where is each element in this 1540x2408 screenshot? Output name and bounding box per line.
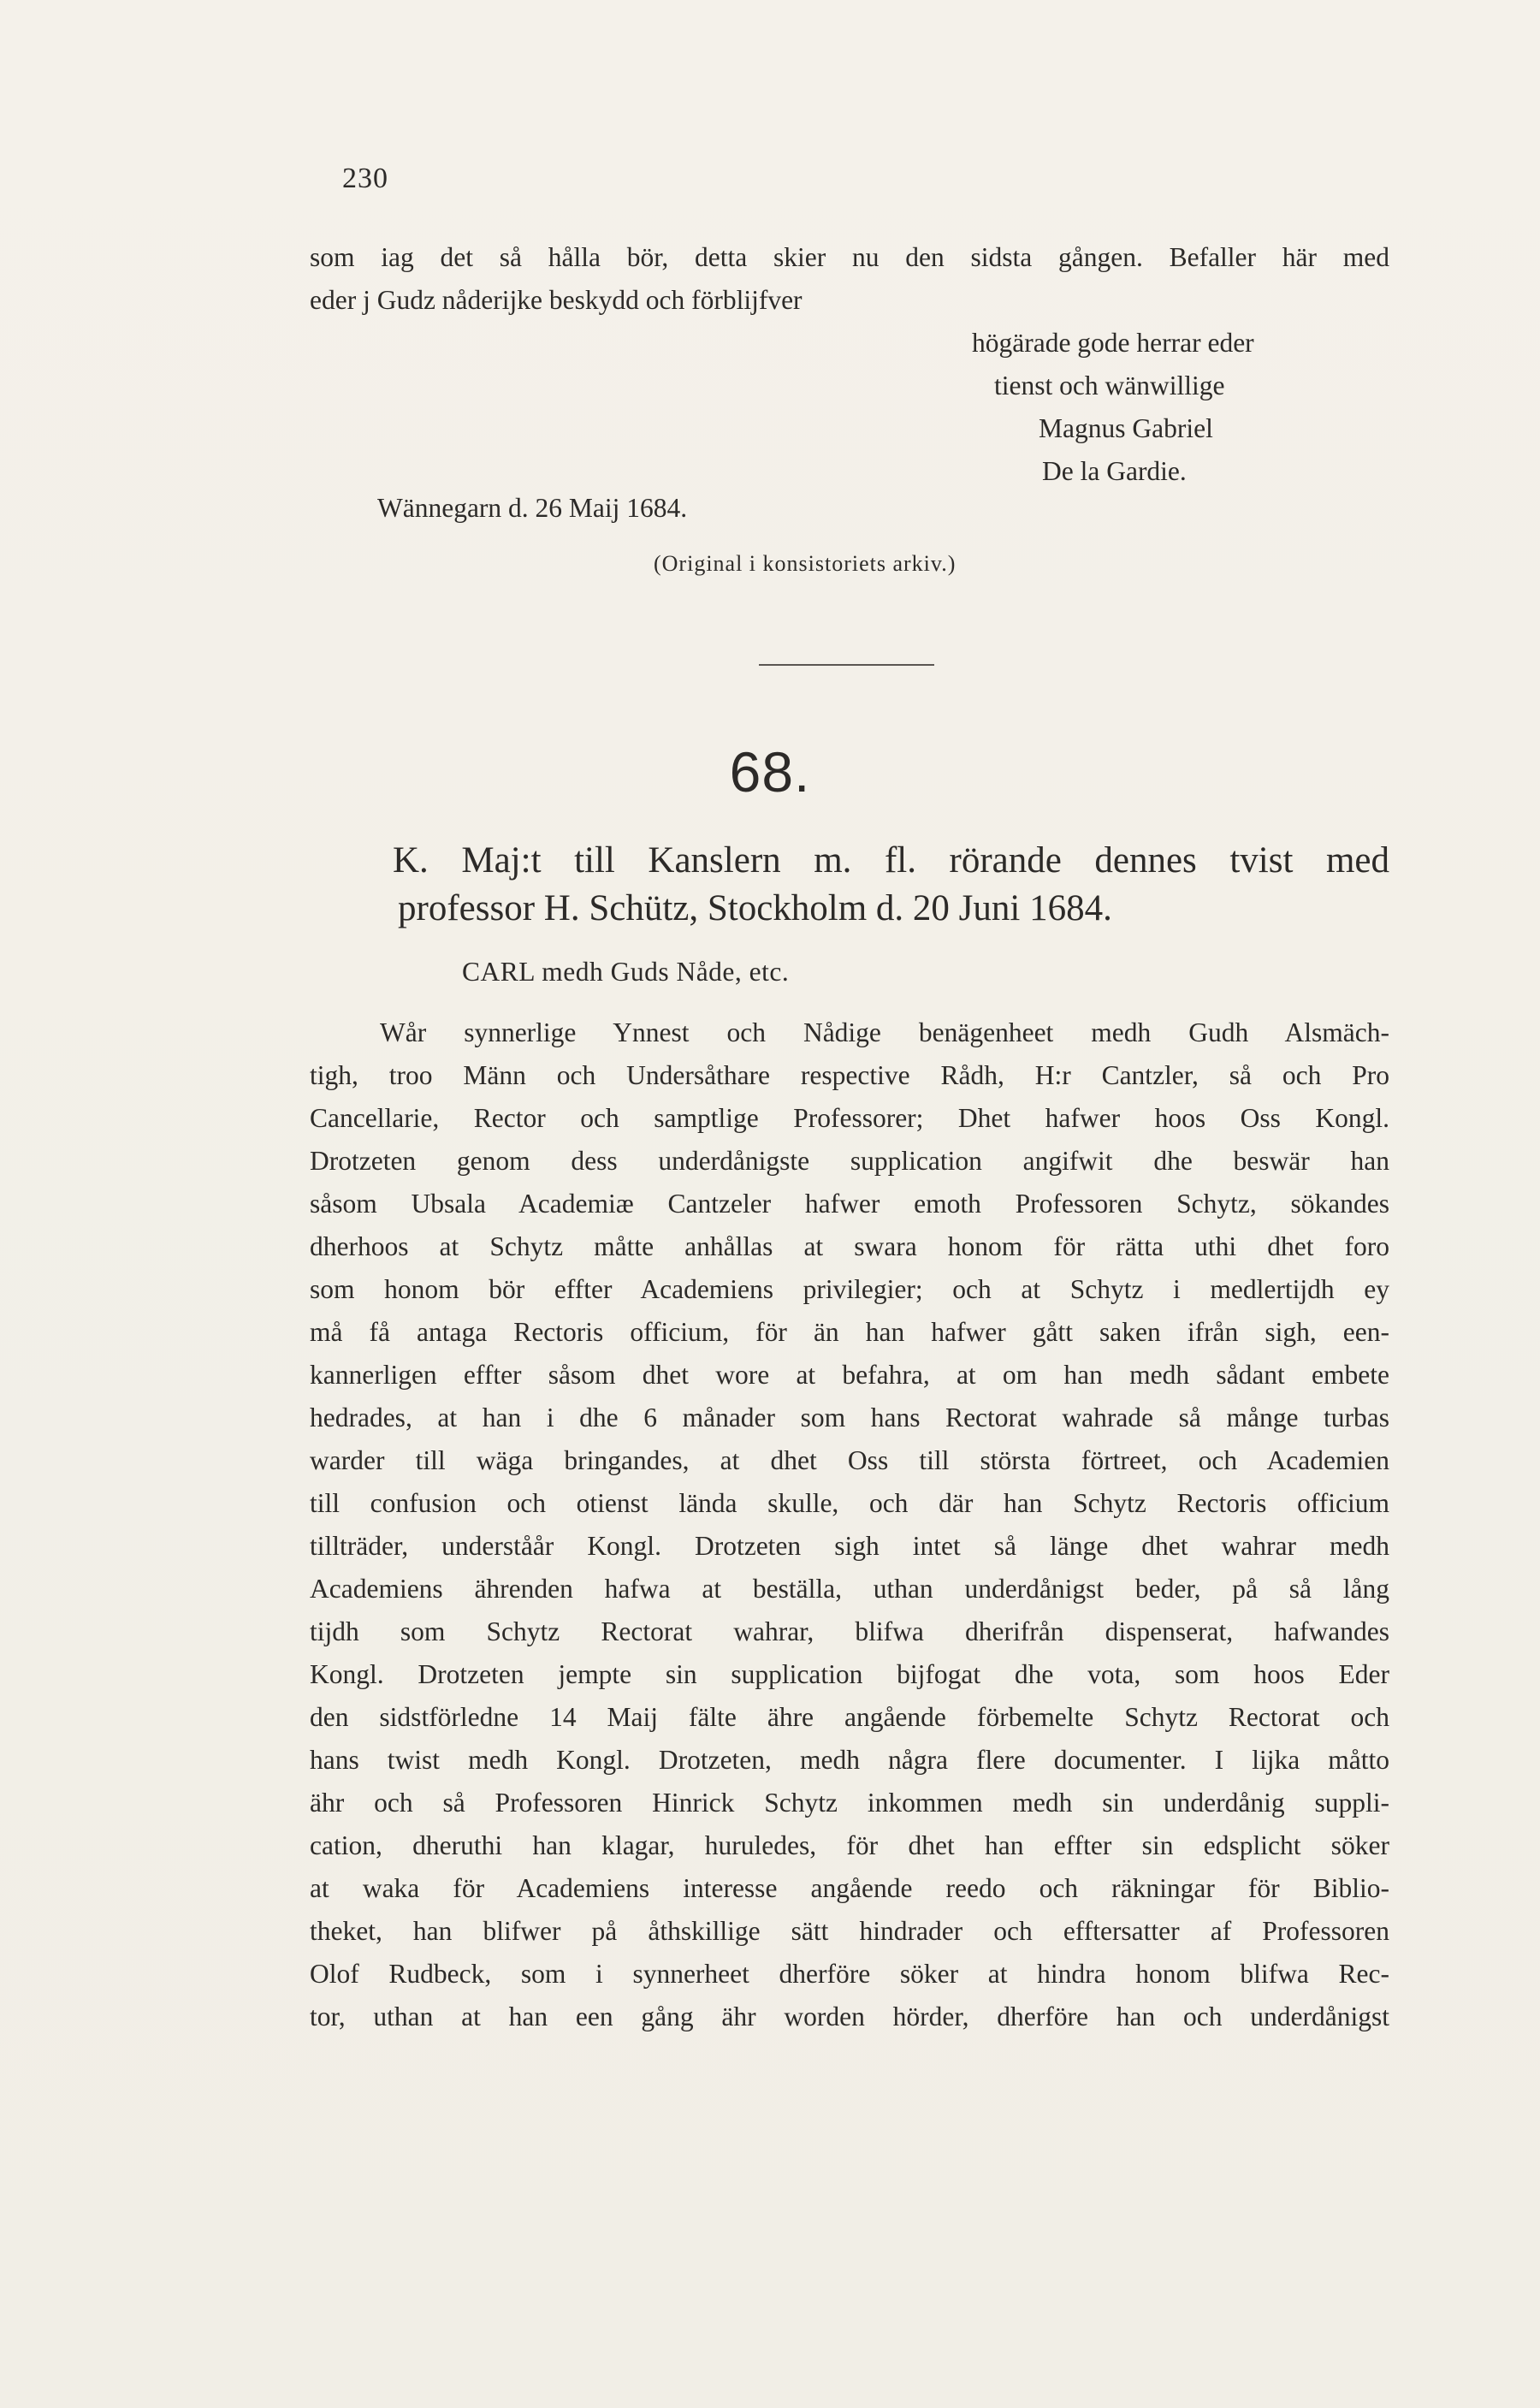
body-line: tijdh som Schytz Rectorat wahrar, blifwa dherifrån dispenserat, hafwandes	[310, 1616, 1389, 1646]
body-line: såsom Ubsala Academiæ Cantzeler hafwer emoth Professoren Schytz, sökandes	[310, 1189, 1389, 1219]
intro-line: eder j Gudz nåderijke beskydd och förblijfver	[310, 285, 803, 315]
body-line: Academiens ährenden hafwa at beställa, uthan underdånigst beder, på så lång	[310, 1574, 1389, 1604]
body-line: dherhoos at Schytz måtte anhållas at swara honom för rätta uthi dhet foro	[310, 1231, 1389, 1261]
body-line: cation, dheruthi han klagar, huruledes, för dhet han effter sin edsplicht söker	[310, 1830, 1389, 1860]
body-line: at waka för Academiens interesse angående reedo och räkningar för Biblio-	[310, 1873, 1389, 1903]
body-line: Drotzeten genom dess underdånigste supplication angifwit dhe beswär han	[310, 1146, 1389, 1176]
document-heading	[393, 837, 1389, 933]
closing-line: Magnus Gabriel	[1039, 413, 1213, 443]
body-line: Kongl. Drotzeten jempte sin supplication bijfogat dhe vota, som hoos Eder	[310, 1659, 1389, 1689]
body-line: hedrades, at han i dhe 6 månader som hans Rectorat wahrade så månge turbas	[310, 1403, 1389, 1432]
body-line: till confusion och otienst lända skulle, och där han Schytz Rectoris officium	[310, 1488, 1389, 1518]
body-line: Wår synnerlige Ynnest och Nådige benägenheet medh Gudh Alsmäch-	[380, 1017, 1389, 1047]
body-line: tillträder, underståår Kongl. Drotzeten sigh intet så länge dhet wahrar medh	[310, 1531, 1389, 1561]
closing-line: De la Gardie.	[1042, 456, 1187, 486]
page-number: 230	[342, 163, 388, 194]
closing-line: högärade gode herrar eder	[972, 328, 1254, 358]
archive-note: (Original i konsistoriets arkiv.)	[654, 551, 957, 576]
place-date: Wännegarn d. 26 Maij 1684.	[377, 493, 688, 523]
body-line: Cancellarie, Rector och samptlige Professorer; Dhet hafwer hoos Oss Kongl.	[310, 1103, 1389, 1133]
body-line: theket, han blifwer på åthskillige sätt hindrader och efftersatter af Professoren	[310, 1916, 1389, 1946]
body-line: kannerligen effter såsom dhet wore at befahra, at om han medh sådant embete	[310, 1360, 1389, 1390]
body-line: tor, uthan at han een gång ähr worden hörder, dherföre han och underdånigst	[310, 2002, 1389, 2031]
body-line: må få antaga Rectoris officium, för än han hafwer gått saken ifrån sigh, een-	[310, 1317, 1389, 1347]
body-paragraph	[310, 1011, 1389, 2038]
document-number: 68.	[729, 740, 811, 804]
body-line: hans twist medh Kongl. Drotzeten, medh några flere documenter. I lijka måtto	[310, 1745, 1389, 1775]
intro-paragraph	[310, 236, 1389, 322]
letter-closing	[972, 322, 1254, 493]
closing-line: tienst och wänwillige	[994, 371, 1225, 400]
heading-line: K. Maj:t till Kanslern m. fl. rörande dennes tvist med	[393, 840, 1389, 881]
body-line: Olof Rudbeck, som i synnerheet dherföre söker at hindra honom blifwa Rec-	[310, 1959, 1389, 1989]
body-line: ähr och så Professoren Hinrick Schytz inkommen medh sin underdånig suppli-	[310, 1788, 1389, 1818]
heading-line: professor H. Schütz, Stockholm d. 20 Juni 1684.	[398, 888, 1112, 928]
section-divider	[759, 664, 934, 666]
body-line: warder till wäga bringandes, at dhet Oss till största förtreet, och Academien	[310, 1445, 1389, 1475]
salutation: CARL medh Guds Nåde, etc.	[462, 957, 790, 987]
body-line: tigh, troo Männ och Undersåthare respective Rådh, H:r Cantzler, så och Pro	[310, 1060, 1389, 1090]
body-line: den sidstförledne 14 Maij fälte ähre angående förbemelte Schytz Rectorat och	[310, 1702, 1389, 1732]
body-line: som honom bör effter Academiens privilegier; och at Schytz i medlertijdh ey	[310, 1274, 1389, 1304]
intro-line: som iag det så hålla bör, detta skier nu den sidsta gången. Befaller här med	[310, 242, 1389, 272]
